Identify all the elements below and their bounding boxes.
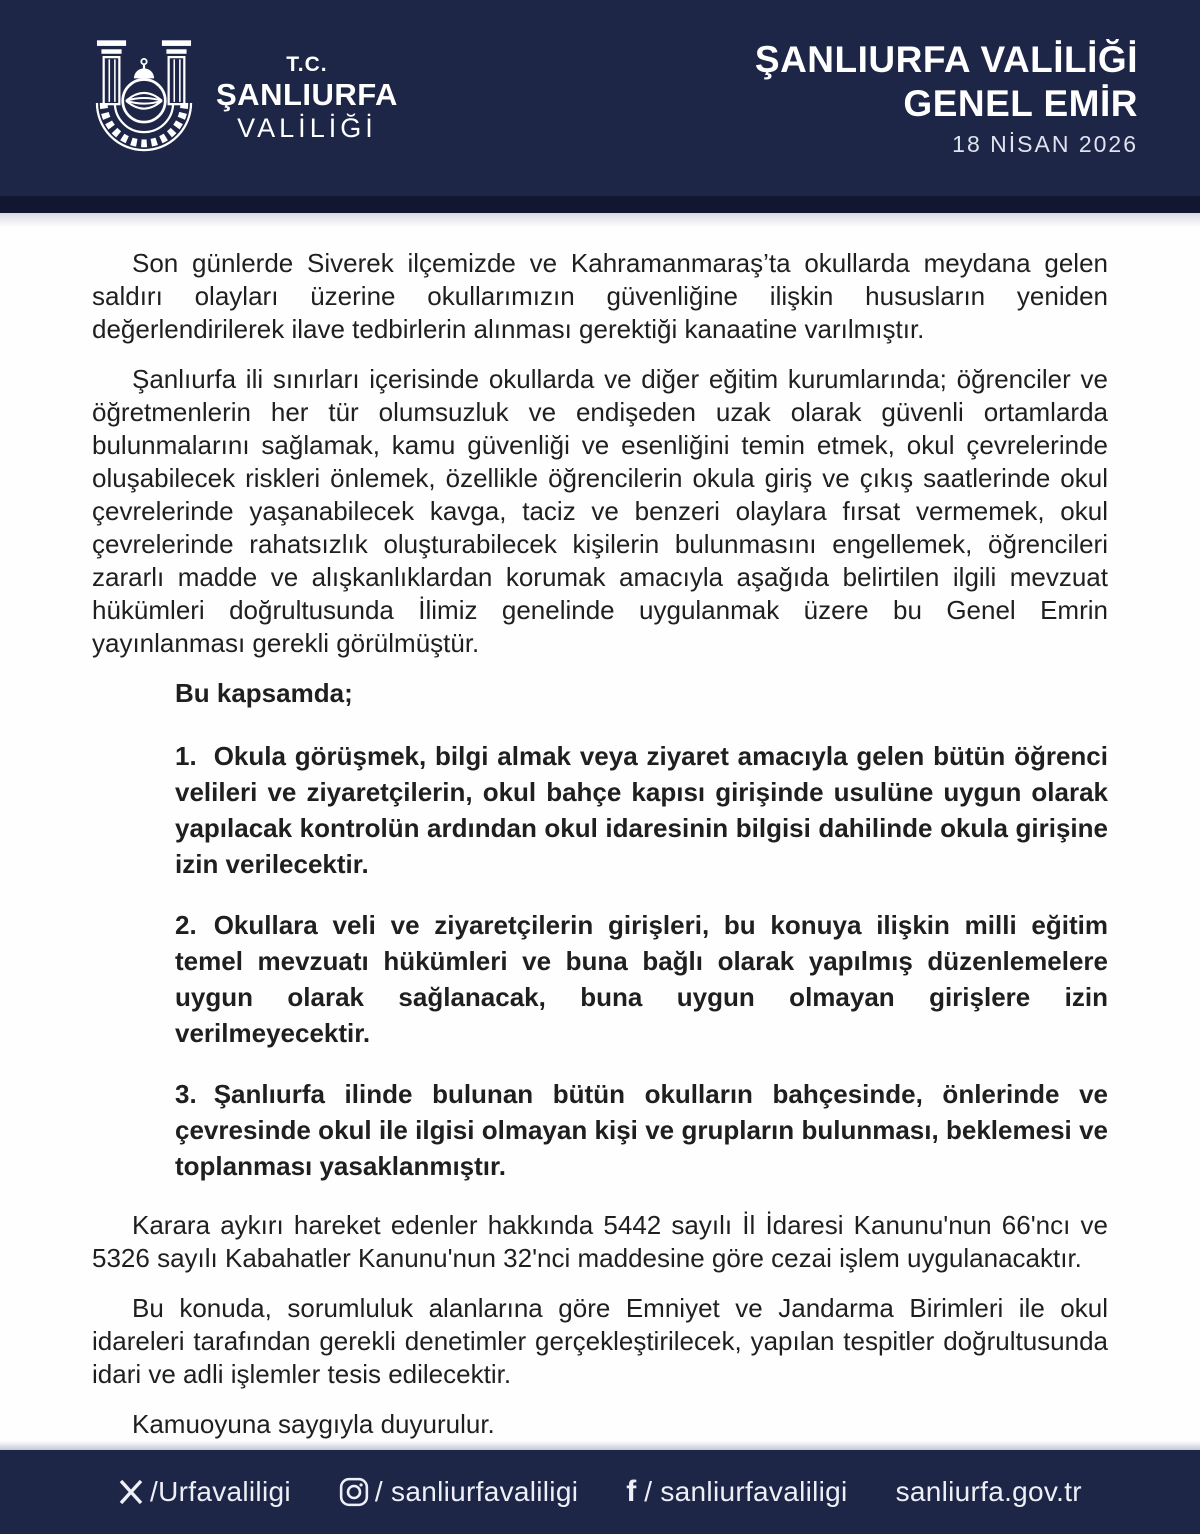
signoff-line: Kamuoyuna saygıyla duyurulur. [132,1409,495,1439]
header-bar [0,0,1200,196]
document-title-block [755,38,1138,158]
brand-text [216,54,398,142]
item-number: 3. [175,1079,197,1109]
item-text: Şanlıurfa ilinde bulunan bütün okulların bahçesinde, önlerinde ve çevresinde okul ile ilgisi olmayan kişi ve grupların bulunması, beklemesi ve toplanması yasaklanmıştır. [175,1079,1108,1181]
website-url: sanliurfa.gov.tr [895,1476,1082,1507]
item-text: Okullara veli ve ziyaretçilerin girişleri, bu konuya ilişkin milli eğitim temel mevzuatı hükümleri ve buna bağlı olarak yapılmış düzenlemelere uygun olarak sağlanacak, buna uygun olmayan girişlere izin verilmeyecektir. [175,910,1108,1048]
header-shadow-fade [0,213,1200,227]
intro-paragraph-1: Son günlerde Siverek ilçemizde ve Kahramanmaraş’ta okullarda meydana gelen saldırı olayları üzerine okullarımızın güvenliğine ilişkin hususların yeniden değerlendirilerek ilave tedbirlerin alınması gerektiği kanaatine varılmıştır. [92,248,1108,344]
document-title-line1: ŞANLIURFA VALİLİĞİ [754,38,1138,80]
footer-bar [0,1450,1200,1534]
social-link-facebook[interactable] [626,1476,847,1508]
footer-shadow-fade [0,1441,1200,1450]
document-title-line2: GENEL EMİR [903,82,1138,124]
item-number: 2. [175,910,197,940]
website-link[interactable] [896,1476,1082,1508]
header-accent-strip [0,196,1200,213]
enforcement-paragraph: Bu konuda, sorumluluk alanlarına göre Emniyet ve Jandarma Birimleri ile okul idareleri tarafından gerekli denetimler gerçekleştirilecek, yapılan tespitler doğrultusunda idari ve adli işlemler tesis edilecektir. [92,1293,1108,1389]
item-text: Okula görüşmek, bilgi almak veya ziyaret amacıyla gelen bütün öğrenci velileri ve ziyaretçilerin, okul bahçe kapısı girişinde usulüne uygun olarak yapılacak kontrolün ardından okul idaresinin bilgisi dahilinde okula girişine izin verilecektir. [175,741,1108,879]
sanliurfa-valiligi-logo [88,39,200,157]
instagram-icon [339,1477,369,1507]
announcement-body [0,227,1200,1441]
facebook-icon: f [626,1475,637,1508]
directive-item-3 [175,1076,1108,1184]
social-handle: /Urfavaliligi [150,1476,291,1507]
directive-item-1 [175,738,1108,882]
brand-suffix: VALİLİĞİ [237,112,377,143]
social-handle: / sanliurfavaliligi [644,1476,848,1507]
sanction-paragraph: Karara aykırı hareket edenler hakkında 5442 sayılı İl İdaresi Kanunu'nun 66'ncı ve 5326 sayılı Kabahatler Kanunu'nun 32'nci maddesine göre cezai işlem uygulanacaktır. [92,1210,1108,1273]
brand-tc: T.C. [286,53,328,77]
intro-paragraph-2: Şanlıurfa ili sınırları içerisinde okullarda ve diğer eğitim kurumlarında; öğrenciler ve öğretmenlerin her tür olumsuzluk ve endişeden uzak olarak güvenli ortamlarda bulunmalarını sağlamak, kamu güvenliği ve esenliğini temin etmek, okul çevrelerinde oluşabilecek riskleri önlemek, özellikle öğrencilerin okula giriş ve çıkış saatlerinde okul çevrelerinde yaşanabilecek kavga, taciz ve benzeri olaylara fırsat vermemek, okul çevrelerinde rahatsızlık oluşturabilecek kişilerin bulunmasını engellemek, öğrencileri zararlı madde ve alışkanlıklardan korumak amacıyla aşağıda belirtilen ilgili mevzuat hükümleri doğrultusunda İlimiz genelinde uygulanmak üzere bu Genel Emrin yayınlanması gerekli görülmüştür. [92,364,1108,658]
section-heading: Bu kapsamda; [175,678,353,708]
document-date: 18 NİSAN 2026 [952,131,1138,158]
item-number: 1. [175,741,197,771]
brand-name: ŞANLIURFA [216,77,398,113]
x-icon [118,1479,144,1505]
social-link-x[interactable] [118,1476,291,1508]
social-handle: / sanliurfavaliligi [374,1476,579,1507]
social-link-instagram[interactable] [339,1476,578,1508]
governorship-brand [88,39,398,157]
directive-item-2 [175,907,1108,1051]
